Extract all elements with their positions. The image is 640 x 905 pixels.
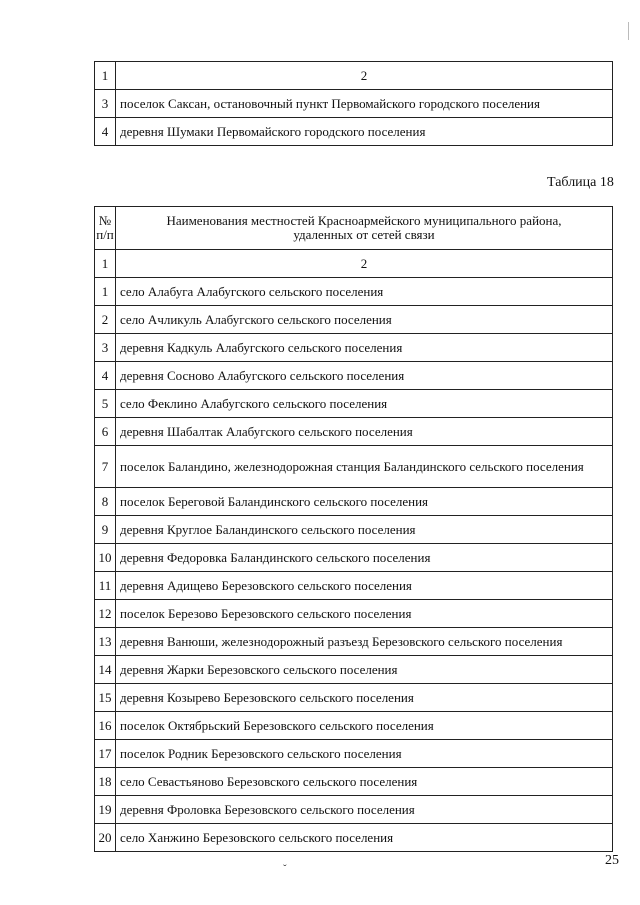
table-row: [95, 684, 613, 712]
table-caption: Таблица 18: [547, 175, 614, 190]
scan-mark: ˇ: [283, 863, 287, 875]
row-number: 7: [95, 446, 116, 488]
row-number: 19: [95, 796, 116, 824]
table-row: [95, 488, 613, 516]
row-number: 5: [95, 390, 116, 418]
locality-name: деревня Кадкуль Алабугского сельского поселения: [116, 334, 613, 362]
header-number: № п/п: [95, 207, 116, 250]
scan-margin-mark: [628, 22, 635, 40]
table-row: [95, 796, 613, 824]
numbering-cell: 2: [116, 250, 613, 278]
row-number: 8: [95, 488, 116, 516]
locality-name: деревня Козырево Березовского сельского поселения: [116, 684, 613, 712]
locality-name: поселок Баландино, железнодорожная станция Баландинского сельского поселения: [116, 446, 613, 488]
row-number: 16: [95, 712, 116, 740]
table-row: [95, 418, 613, 446]
locality-name: деревня Ванюши, железнодорожный разъезд Березовского сельского поселения: [116, 628, 613, 656]
row-number: 4: [95, 362, 116, 390]
table-row: [95, 390, 613, 418]
locality-name: деревня Шабалтак Алабугского сельского поселения: [116, 418, 613, 446]
row-number: 18: [95, 768, 116, 796]
row-number: 3: [95, 90, 116, 118]
row-number: 9: [95, 516, 116, 544]
locality-name: село Севастьяново Березовского сельского поселения: [116, 768, 613, 796]
locality-name: деревня Сосново Алабугского сельского поселения: [116, 362, 613, 390]
row-number: 6: [95, 418, 116, 446]
locality-name: деревня Фроловка Березовского сельского поселения: [116, 796, 613, 824]
row-number: 2: [95, 306, 116, 334]
numbering-cell: 2: [116, 62, 613, 90]
row-number: 17: [95, 740, 116, 768]
locality-name: поселок Саксан, остановочный пункт Первомайского городского поселения: [116, 90, 613, 118]
table-row: [95, 446, 613, 488]
table-row: [95, 90, 613, 118]
locality-name: деревня Федоровка Баландинского сельского поселения: [116, 544, 613, 572]
row-number: 14: [95, 656, 116, 684]
table-row: [95, 824, 613, 852]
table-row: [95, 740, 613, 768]
row-number: 12: [95, 600, 116, 628]
locality-name: деревня Шумаки Первомайского городского поселения: [116, 118, 613, 146]
table-row: [95, 362, 613, 390]
row-number: 15: [95, 684, 116, 712]
table-row: [95, 278, 613, 306]
table-row: [95, 334, 613, 362]
locality-name: село Ачликуль Алабугского сельского поселения: [116, 306, 613, 334]
locality-name: деревня Жарки Березовского сельского поселения: [116, 656, 613, 684]
table-row: [95, 306, 613, 334]
locality-name: село Ханжино Березовского сельского поселения: [116, 824, 613, 852]
locality-name: село Феклино Алабугского сельского поселения: [116, 390, 613, 418]
table-numbering-row: [95, 62, 613, 90]
header-title: Наименования местностей Красноармейского муниципального района, удаленных от сетей связи: [116, 207, 613, 250]
table-row: [95, 656, 613, 684]
table-row: [95, 712, 613, 740]
table-row: [95, 516, 613, 544]
locality-name: село Алабуга Алабугского сельского поселения: [116, 278, 613, 306]
table-row: [95, 600, 613, 628]
numbering-cell: 1: [95, 250, 116, 278]
locality-name: поселок Октябрьский Березовского сельского поселения: [116, 712, 613, 740]
table-row: [95, 628, 613, 656]
locality-name: деревня Круглое Баландинского сельского поселения: [116, 516, 613, 544]
locality-name: поселок Березово Березовского сельского поселения: [116, 600, 613, 628]
table-row: [95, 768, 613, 796]
row-number: 10: [95, 544, 116, 572]
page-number: 25: [605, 853, 619, 868]
continued-table: [94, 61, 613, 146]
table-row: [95, 572, 613, 600]
row-number: 20: [95, 824, 116, 852]
table-numbering-row: [95, 250, 613, 278]
table-row: [95, 118, 613, 146]
locality-name: поселок Береговой Баландинского сельского поселения: [116, 488, 613, 516]
row-number: 1: [95, 278, 116, 306]
locality-name: поселок Родник Березовского сельского поселения: [116, 740, 613, 768]
row-number: 13: [95, 628, 116, 656]
table-row: [95, 544, 613, 572]
table-18: [94, 206, 613, 852]
numbering-cell: 1: [95, 62, 116, 90]
row-number: 3: [95, 334, 116, 362]
table-header-row: [95, 207, 613, 250]
row-number: 11: [95, 572, 116, 600]
locality-name: деревня Адищево Березовского сельского поселения: [116, 572, 613, 600]
row-number: 4: [95, 118, 116, 146]
